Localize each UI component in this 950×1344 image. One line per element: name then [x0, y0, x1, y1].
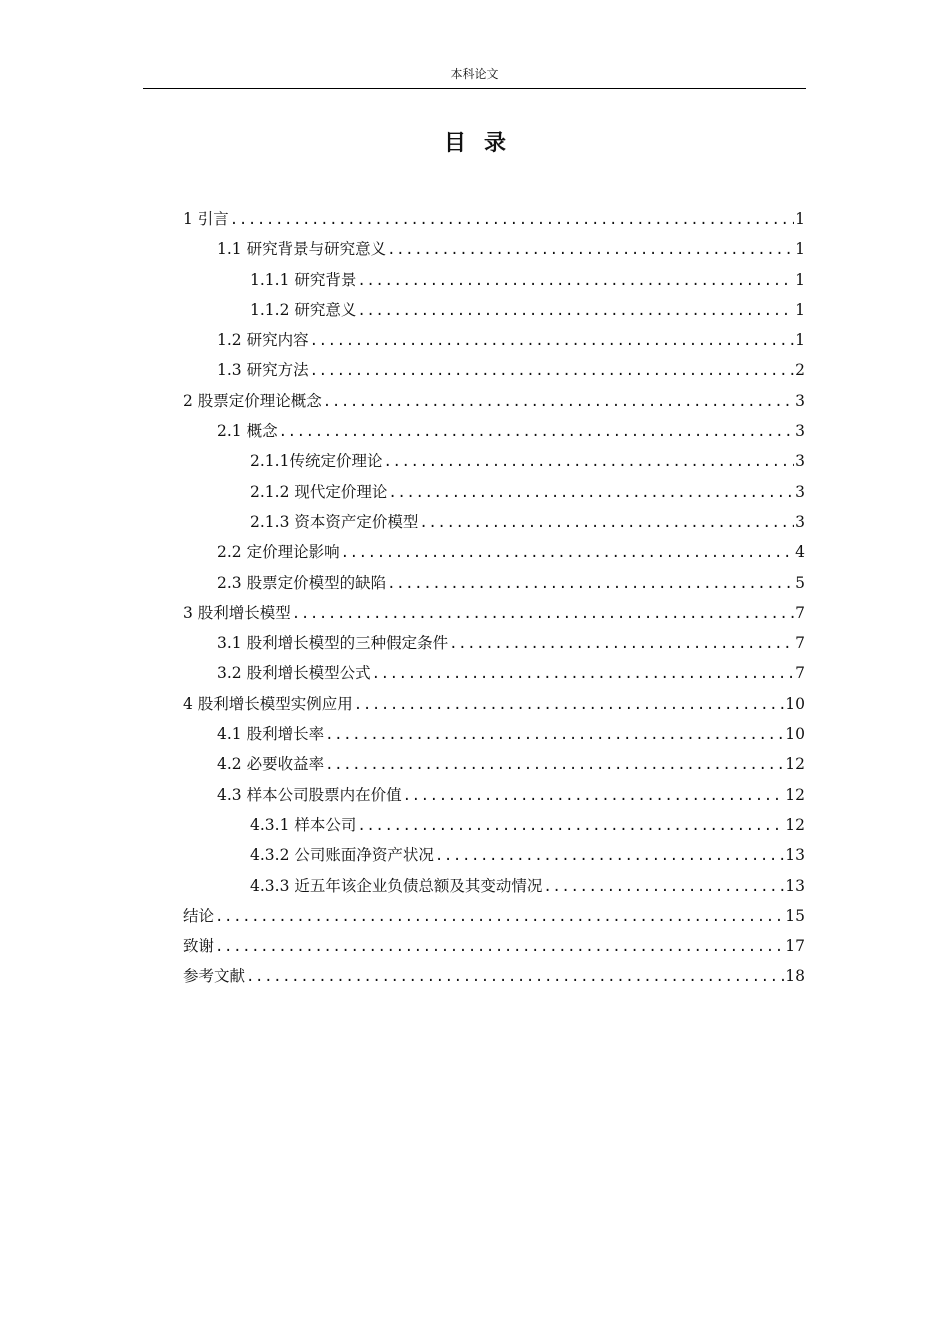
dot-leader — [435, 841, 784, 871]
toc-entry[interactable] — [183, 325, 805, 355]
toc-entry-label: 3 股利增长模型 — [183, 603, 291, 622]
toc-entry[interactable] — [183, 537, 805, 567]
toc-list — [183, 204, 805, 992]
dot-leader — [310, 326, 795, 356]
toc-entry-label: 1 引言 — [183, 210, 229, 228]
toc-entry-page: 2 — [795, 361, 805, 380]
dot-leader — [387, 569, 794, 599]
toc-entry-page: 3 — [795, 391, 805, 410]
toc-entry-page: 1 — [795, 240, 805, 259]
toc-entry-page: 3 — [795, 512, 805, 531]
toc-entry-page: 3 — [795, 422, 805, 441]
toc-entry-page: 1 — [795, 270, 805, 289]
toc-entry-label: 1.2 研究内容 — [217, 331, 309, 350]
toc-entry[interactable] — [183, 507, 805, 537]
toc-entry[interactable] — [183, 719, 805, 749]
toc-entry-label: 2.3 股票定价模型的缺陷 — [217, 573, 387, 592]
toc-entry-label: 4.3.1 样本公司 — [250, 815, 357, 834]
toc-entry-page: 1 — [795, 300, 805, 319]
toc-entry[interactable] — [183, 234, 805, 264]
toc-entry-page: 1 — [795, 210, 805, 228]
dot-leader — [279, 417, 795, 447]
dot-leader — [246, 962, 784, 992]
dot-leader — [403, 781, 785, 811]
dot-leader — [357, 811, 784, 841]
toc-entry-label: 4 股利增长模型实例应用 — [183, 694, 353, 713]
toc-entry[interactable] — [183, 840, 805, 870]
dot-leader — [449, 629, 794, 659]
dot-leader — [387, 235, 794, 265]
toc-entry[interactable] — [183, 780, 805, 810]
dot-leader — [325, 720, 784, 750]
toc-entry-page: 7 — [795, 634, 805, 653]
toc-entry-label: 1.3 研究方法 — [217, 361, 309, 380]
toc-entry[interactable] — [183, 416, 805, 446]
toc-entry[interactable] — [183, 961, 805, 991]
toc-entry-page: 18 — [785, 967, 805, 986]
toc-entry-page: 15 — [785, 906, 805, 925]
toc-entry[interactable] — [183, 931, 805, 961]
toc-entry-label: 2 股票定价理论概念 — [183, 391, 322, 410]
toc-entry-label: 参考文献 — [183, 967, 246, 986]
toc-entry-label: 2.2 定价理论影响 — [217, 543, 340, 562]
dot-leader — [323, 387, 794, 417]
toc-entry-label: 1.1.1 研究背景 — [250, 270, 357, 289]
toc-entry-page: 1 — [795, 331, 805, 350]
dot-leader — [419, 508, 794, 538]
dot-leader — [215, 902, 784, 932]
toc-entry[interactable] — [183, 355, 805, 385]
toc-entry-page: 13 — [785, 846, 805, 865]
toc-entry-page: 3 — [795, 452, 805, 471]
toc-entry-page: 5 — [795, 573, 805, 592]
toc-entry-label: 致谢 — [183, 937, 215, 956]
dot-leader — [383, 447, 794, 477]
dot-leader — [230, 205, 794, 235]
toc-entry[interactable] — [183, 689, 805, 719]
toc-entry[interactable] — [183, 446, 805, 476]
toc-entry[interactable] — [183, 749, 805, 779]
toc-entry-label: 4.3.3 近五年该企业负债总额及其变动情况 — [250, 876, 543, 895]
toc-entry[interactable] — [183, 901, 805, 931]
running-header-title: 本科论文 — [450, 67, 499, 81]
toc-entry-page: 13 — [785, 876, 805, 895]
toc-entry-label: 2.1.1传统定价理论 — [250, 452, 383, 471]
toc-entry-label: 1.1.2 研究意义 — [250, 300, 357, 319]
toc-entry-label: 2.1 概念 — [217, 422, 278, 441]
dot-leader — [215, 932, 784, 962]
toc-entry-page: 7 — [795, 603, 805, 622]
toc-entry[interactable] — [183, 568, 805, 598]
toc-entry-label: 1.1 研究背景与研究意义 — [217, 240, 387, 259]
toc-title: 目录 — [443, 131, 524, 156]
toc-entry[interactable] — [183, 658, 805, 688]
toc-entry-label: 结论 — [183, 906, 215, 925]
toc-entry[interactable] — [183, 628, 805, 658]
toc-entry[interactable] — [183, 598, 805, 628]
dot-leader — [372, 659, 795, 689]
toc-entry-page: 12 — [785, 755, 805, 774]
toc-entry-page: 12 — [785, 785, 805, 804]
toc-entry-page: 10 — [785, 725, 805, 744]
dot-leader — [310, 356, 795, 386]
dot-leader — [354, 690, 784, 720]
toc-entry-label: 4.3 样本公司股票内在价值 — [217, 785, 402, 804]
toc-entry-page: 3 — [795, 482, 805, 501]
toc-entry-page: 4 — [795, 543, 805, 562]
toc-entry[interactable] — [183, 477, 805, 507]
dot-leader — [325, 750, 784, 780]
dot-leader — [357, 296, 794, 326]
toc-entry[interactable] — [183, 386, 805, 416]
toc-entry-label: 2.1.2 现代定价理论 — [250, 482, 388, 501]
dot-leader — [357, 266, 794, 296]
toc-entry[interactable] — [183, 871, 805, 901]
dot-leader — [388, 478, 794, 508]
dot-leader — [543, 872, 784, 902]
toc-entry-page: 10 — [785, 694, 805, 713]
toc-entry-label: 3.2 股利增长模型公式 — [217, 664, 371, 683]
dot-leader — [292, 599, 794, 629]
toc-entry-label: 4.2 必要收益率 — [217, 755, 325, 774]
toc-entry-page: 7 — [795, 664, 805, 683]
toc-entry-page: 12 — [785, 815, 805, 834]
toc-entry-label: 2.1.3 资本资产定价模型 — [250, 512, 419, 531]
toc-entry-page: 17 — [785, 937, 805, 956]
toc-entry-label: 3.1 股利增长模型的三种假定条件 — [217, 634, 449, 653]
toc-entry[interactable] — [183, 204, 805, 234]
toc-entry-label: 4.3.2 公司账面净资产状况 — [250, 846, 434, 865]
toc-entry-label: 4.1 股利增长率 — [217, 725, 325, 744]
toc-entry[interactable] — [183, 295, 805, 325]
toc-entry[interactable] — [183, 265, 805, 295]
toc-entry[interactable] — [183, 810, 805, 840]
running-header — [143, 64, 806, 89]
dot-leader — [341, 538, 795, 568]
